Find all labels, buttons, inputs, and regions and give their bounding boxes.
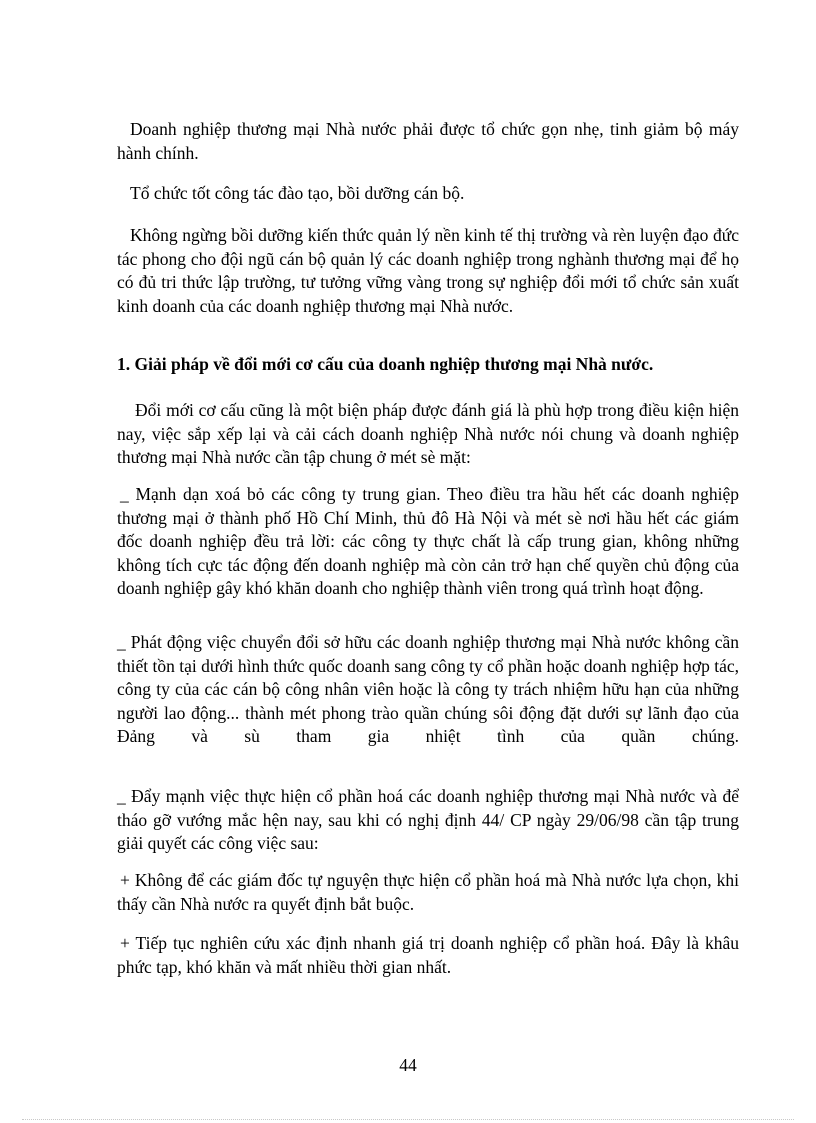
paragraph-valuation: + Tiếp tục nghiên cứu xác định nhanh giá trị doanh nghiệp cổ phần hoá. Đây là khâu phức tạp, khó khăn và mất nhiều thời gian nhất. [117,933,739,977]
paragraph-training-staff: Tổ chức tốt công tác đào tạo, bồi dưỡng cán bộ. [130,183,465,203]
paragraph-state-selection: + Không để các giám đốc tự nguyện thực hiện cổ phần hoá mà Nhà nước lựa chọn, khi thấy cần Nhà nước ra quyết định bắt buộc. [117,870,739,914]
paragraph-ownership-conversion: _ Phát động việc chuyển đổi sở hữu các doanh nghiệp thương mại Nhà nước không cần thiết tồn tại dưới hình thức quốc doanh sang công ty cổ phần hoặc doanh nghiệp hợp tác, công ty của các cán bộ công nhân viên hoặc là công ty trách nhiệm hữu hạn của những người lao động... thành mét phong trào quần chúng sôi động đặt dưới sự lãnh đạo của Đảng và sù tham gia nhiệt tình của quần chúng. [117,632,739,746]
section-heading: 1. Giải pháp về đổi mới cơ cấu của doanh nghiệp thương mại Nhà nước. [117,354,654,374]
page-number: 44 [399,1055,417,1075]
paragraph-remove-intermediaries: _ Mạnh dạn xoá bỏ các công ty trung gian. Theo điều tra hầu hết các doanh nghiệp thương mại ở thành phố Hồ Chí Minh, thủ đô Hà Nội và mét sè nơi hầu hết các giám đốc doanh nghiệp đều trả lời: các công ty thực chất là cấp trung gian, không những không tích cực tác động đến doanh nghiệp mà còn cản trở hạn chế quyền chủ động của doanh nghiệp gây khó khăn doanh cho nghiệp thành viên trong quá trình hoạt động. [117,484,739,598]
paragraph-structural-reform: Đổi mới cơ cấu cũng là một biện pháp được đánh giá là phù hợp trong điều kiện hiện nay, việc sắp xếp lại và cải cách doanh nghiệp Nhà nước nói chung và doanh nghiệp thương mại Nhà nước cần tập chung ở mét sè mặt: [117,400,739,467]
bottom-divider [22,1119,794,1120]
paragraph-equitization: _ Đẩy mạnh việc thực hiện cổ phần hoá các doanh nghiệp thương mại Nhà nước và để tháo gỡ vướng mắc hện nay, sau khi có nghị định 44/ CP ngày 29/06/98 cần tập trung giải quyết các công việc sau: [117,786,739,853]
paragraph-streamline-apparatus: Doanh nghiệp thương mại Nhà nước phải được tổ chức gọn nhẹ, tinh giảm bộ máy hành chính. [117,119,739,163]
paragraph-knowledge-development: Không ngừng bồi dưỡng kiến thức quản lý nền kinh tế thị trường và rèn luyện đạo đức tác phong cho đội ngũ cán bộ quản lý các doanh nghiệp trong nghành thương mại để họ có đủ tri thức lập trường, tư tưởng vững vàng trong sự nghiệp đổi mới tổ chức sản xuất kinh doanh của các doanh nghiệp thương mại Nhà nước. [117,225,739,316]
